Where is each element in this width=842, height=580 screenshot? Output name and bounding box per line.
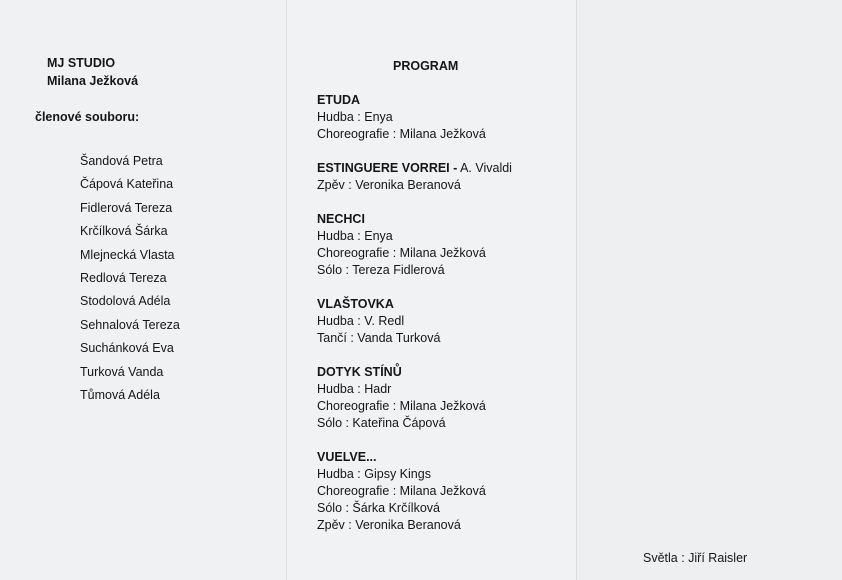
right-panel (576, 0, 842, 580)
program-item-credit: Choreografie : Milana Ježková (317, 399, 486, 413)
member-name: Krčílková Šárka (80, 224, 168, 239)
program-item-credit: Zpěv : Veronika Beranová (317, 178, 461, 192)
program-item (317, 364, 577, 432)
program-item (317, 296, 577, 347)
member-name: Mlejnecká Vlasta (80, 247, 175, 262)
program-item-title (317, 160, 577, 177)
program-item-credit: Sólo : Tereza Fidlerová (317, 263, 445, 277)
program-item (317, 449, 577, 534)
program-item-title (317, 364, 577, 381)
program-item-name: NECHCI (317, 212, 365, 226)
members-title: členové souboru: (35, 110, 140, 124)
lights-credit: Světla : Jiří Raisler (643, 551, 748, 565)
program-item-credit: Hudba : V. Redl (317, 314, 405, 328)
member-name: Čápová Kateřina (80, 177, 174, 192)
member-name: Šandová Petra (80, 154, 163, 168)
members-list (80, 153, 180, 410)
program-item (317, 160, 577, 194)
member-name: Suchánková Eva (80, 341, 174, 356)
program-item-credit: Zpěv : Veronika Beranová (317, 518, 461, 532)
studio-name: MJ STUDIO (47, 56, 116, 70)
studio-heading (47, 54, 138, 90)
program-item-title (317, 449, 577, 466)
member-name: Stodolová Adéla (80, 294, 171, 309)
program-item-credit: Hudba : Enya (317, 110, 393, 124)
program-item-credit: Choreografie : Milana Ježková (317, 246, 486, 260)
fold-line (286, 0, 287, 580)
program-list (317, 92, 577, 534)
program-item-title (317, 92, 577, 109)
program-item-credit: Choreografie : Milana Ježková (317, 484, 486, 498)
program-item-credit: Sólo : Kateřina Čápová (317, 416, 446, 430)
program-item-credit: Choreografie : Milana Ježková (317, 127, 486, 141)
member-name: Turková Vanda (80, 364, 164, 379)
program-item-name: ESTINGUERE VORREI - (317, 161, 458, 175)
program-item-name: DOTYK STÍNŮ (317, 365, 402, 379)
program-item (317, 211, 577, 279)
program-item (317, 92, 577, 143)
program-item-name: ETUDA (317, 93, 361, 107)
program-item-name: VUELVE... (317, 450, 377, 464)
member-name: Redlová Tereza (80, 270, 167, 285)
member-name: Sehnalová Tereza (80, 317, 180, 332)
program-item-name: VLAŠTOVKA (317, 297, 394, 311)
program-item-composer: A. Vivaldi (457, 161, 512, 175)
program-item-credit: Sólo : Šárka Krčílková (317, 501, 440, 515)
program-item-credit: Hudba : Hadr (317, 382, 392, 396)
program-item-credit: Hudba : Enya (317, 229, 393, 243)
program-item-title (317, 296, 577, 313)
program-title: PROGRAM (393, 59, 459, 73)
program-item-credit: Tančí : Vanda Turková (317, 331, 441, 345)
member-name: Tůmová Adéla (80, 387, 160, 402)
program-item-credit: Hudba : Gipsy Kings (317, 467, 431, 481)
member-name: Fidlerová Tereza (80, 200, 173, 215)
studio-director: Milana Ježková (47, 74, 139, 88)
program-item-title (317, 211, 577, 228)
